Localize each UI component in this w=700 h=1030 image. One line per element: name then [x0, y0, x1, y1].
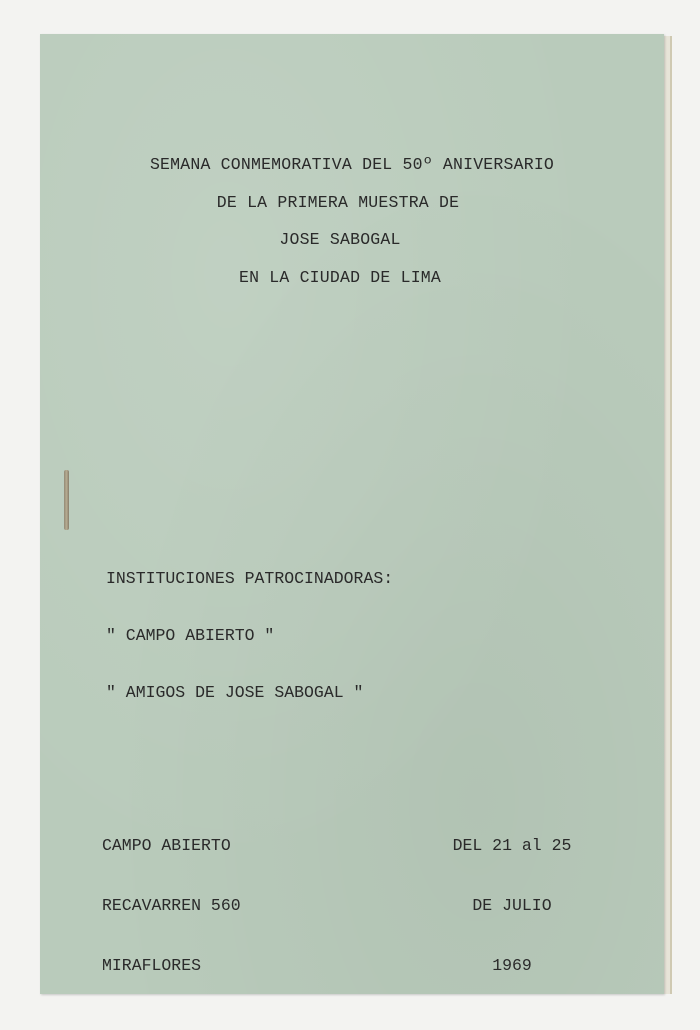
- date-range: DEL 21 al 25: [452, 836, 572, 855]
- sponsors-heading: INSTITUCIONES PATROCINADORAS:: [106, 569, 394, 588]
- title-line-2: DE LA PRIMERA MUESTRA DE: [216, 193, 460, 212]
- date-year: 1969: [492, 956, 532, 975]
- date-month: DE JULIO: [472, 896, 552, 915]
- dates-block: [432, 796, 592, 1016]
- sponsor-item-amigos: " AMIGOS DE JOSE SABOGAL ": [106, 683, 364, 702]
- staple-mark: [64, 470, 69, 530]
- sponsor-item-campo-abierto: " CAMPO ABIERTO ": [106, 626, 275, 645]
- sponsors-block: [106, 531, 393, 740]
- venue-district: MIRAFLORES: [102, 956, 202, 975]
- document-cover: [40, 34, 664, 994]
- title-line-3: JOSE SABOGAL: [279, 230, 401, 249]
- venue-street: RECAVARREN 560: [102, 896, 241, 915]
- venue-block: [102, 796, 241, 1016]
- title-line-1: SEMANA CONMEMORATIVA DEL 50º ANIVERSARIO: [149, 155, 555, 174]
- venue-name: CAMPO ABIERTO: [102, 836, 231, 855]
- title-line-4: EN LA CIUDAD DE LIMA: [238, 268, 442, 287]
